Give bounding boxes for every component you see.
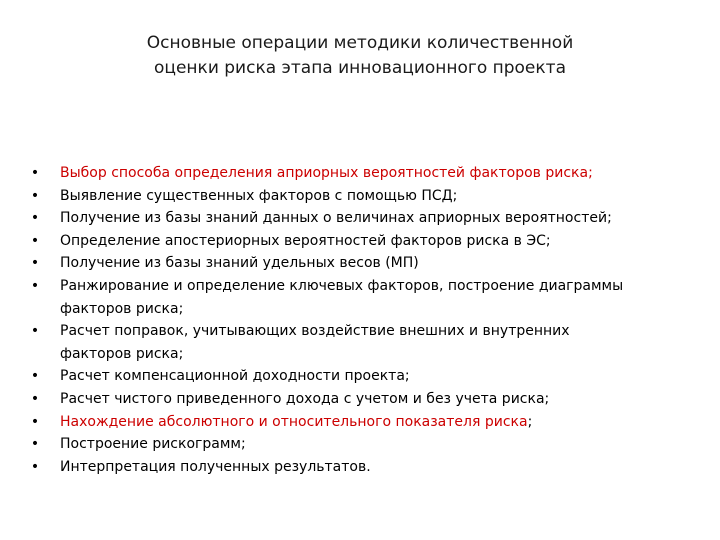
bullet-icon: • [30,165,40,181]
list-item-text [60,185,712,208]
list-item-text [60,433,712,456]
bullet-icon: • [30,277,40,294]
list-item-text [60,320,712,365]
list-item-main-text: Ранжирование и определение ключевых факторов, построение диаграммы [60,277,624,294]
list-item [28,185,712,208]
list-item-text [60,230,712,253]
list-item [28,456,712,479]
list-item [28,162,712,185]
list-item [28,275,712,320]
bullet-icon: • [30,210,40,227]
list-item-suffix: ; [527,413,533,430]
bullet-icon: • [30,390,40,407]
bullet-icon: • [30,368,40,385]
title-line-2: оценки риска этапа инновационного проекта [154,58,566,78]
list-item-main-text: Определение апостериорных вероятностей факторов риска в ЭС; [60,232,551,249]
list-item-text [60,456,712,479]
list-item-continuation: факторов риска; [60,345,184,362]
list-item-main-text: Расчет компенсационной доходности проекта; [60,368,410,385]
bullet-icon: • [30,458,40,475]
list-item [28,320,712,365]
list-item-continuation: факторов риска; [60,300,184,317]
list-item-text [60,411,712,434]
list-item-text [60,252,712,275]
list-item-main-text: Построение рискограмм; [60,436,246,453]
list-item-main-text: Получение из базы знаний удельных весов (МП) [60,255,419,272]
list-item-main-text: Выявление существенных факторов с помощью ПСД; [60,187,458,204]
bullet-list [28,162,712,478]
list-item [28,207,712,230]
list-item-main-text: Расчет поправок, учитывающих воздействие внешних и внутренних [60,323,570,340]
list-item-main-text: Получение из базы знаний данных о величинах априорных вероятностей; [60,210,612,227]
slide-title [0,31,720,81]
bullet-icon: • [30,232,40,249]
list-item-main-text: Расчет чистого приведенного дохода с учетом и без учета риска; [60,390,550,407]
list-item-main-text: Нахождение абсолютного и относительного показателя риска [60,413,528,430]
bullet-icon: • [30,413,40,430]
list-item-main-text: Интерпретация полученных результатов. [60,458,371,475]
list-item [28,433,712,456]
list-item [28,252,712,275]
list-item-text [60,365,712,388]
list-item [28,411,712,434]
list-item [28,365,712,388]
title-line-1: Основные операции методики количественной [146,33,574,53]
list-item [28,230,712,253]
list-item-main-text: Выбор способа определения априорных вероятностей факторов риска; [60,165,593,181]
list-item [28,388,712,411]
bullet-icon: • [30,255,40,272]
list-item-text [60,207,712,230]
bullet-icon: • [30,187,40,204]
list-item-text [60,388,712,411]
bullet-icon: • [30,436,40,453]
list-item-text [60,162,712,185]
list-item-text [60,275,712,320]
bullet-icon: • [30,323,40,340]
